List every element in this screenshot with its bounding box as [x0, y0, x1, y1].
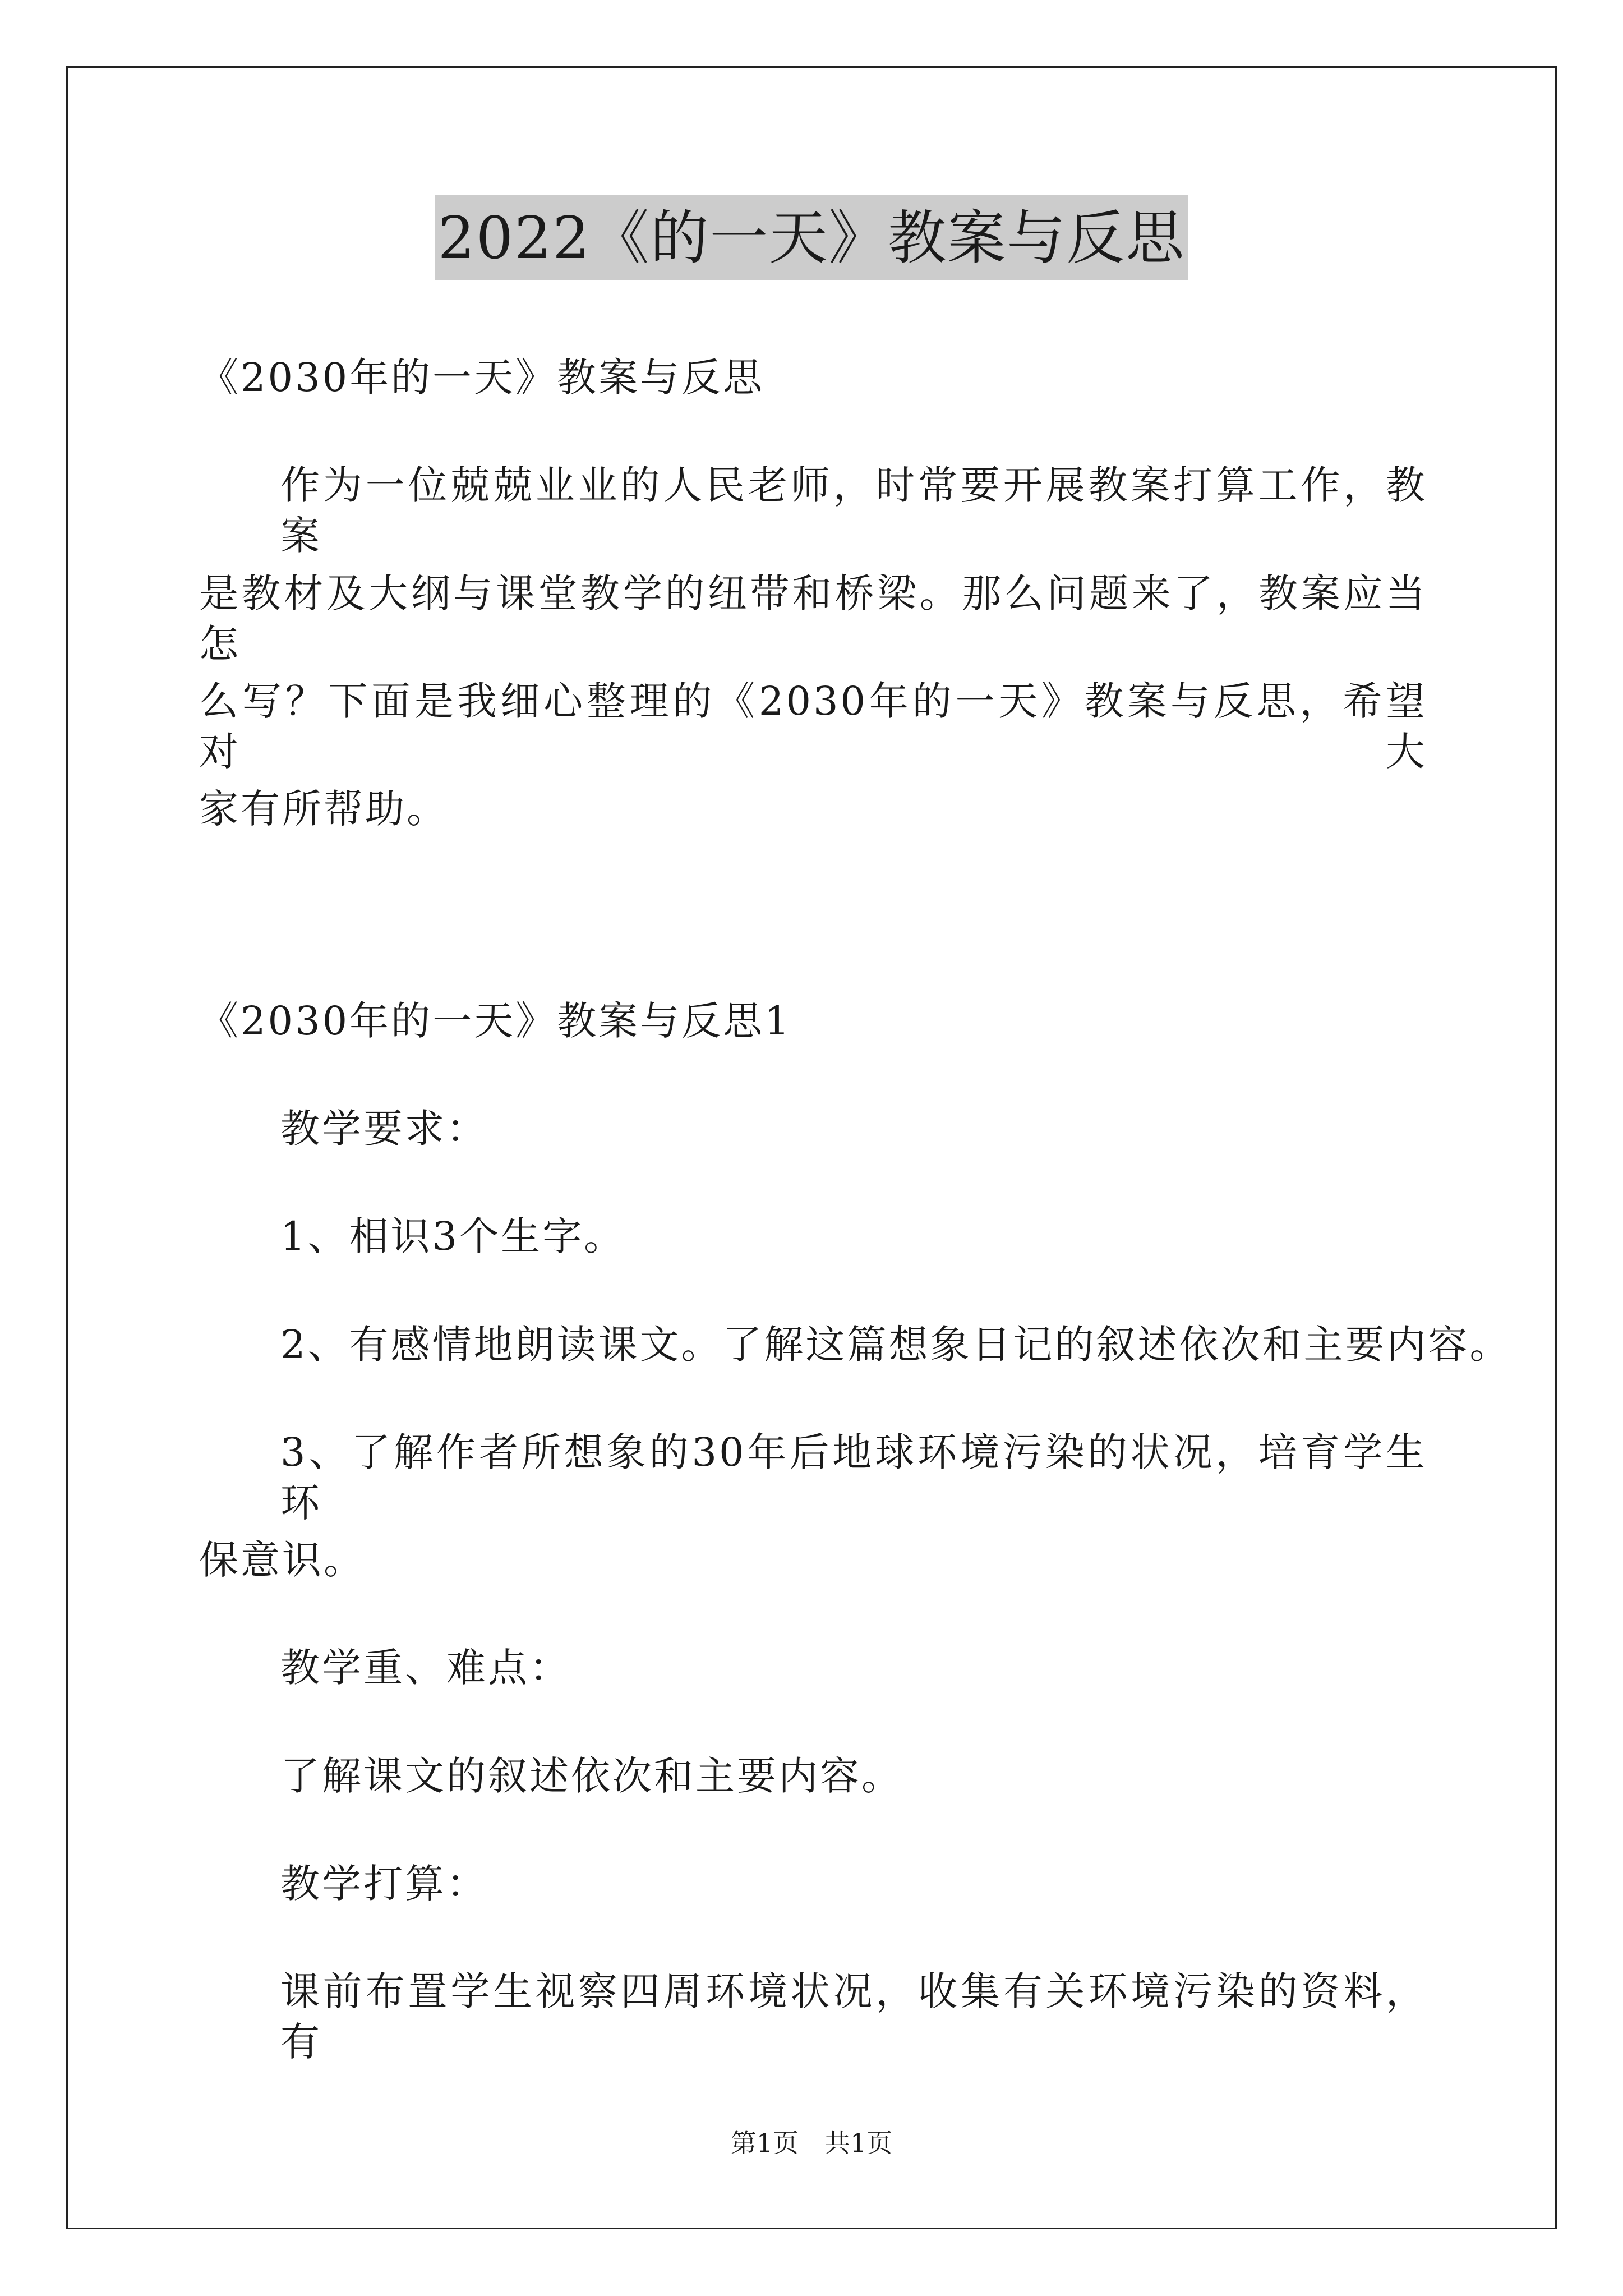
title-container: [0, 195, 1623, 280]
paragraph-line: 教学重、难点：: [280, 1645, 571, 1691]
paragraph-line: 教学要求：: [280, 1106, 488, 1152]
subtitle-line: 《2030年的一天》教案与反思: [199, 355, 765, 401]
paragraph-line: 课前布置学生视察四周环境状况，收集有关环境污染的资料，有: [280, 1968, 1427, 2065]
paragraph-line: 么写？下面是我细心整理的《2030年的一天》教案与反思，希望对大: [199, 678, 1427, 775]
paragraph-line: 保意识。: [199, 1537, 365, 1583]
paragraph-line: 是教材及大纲与课堂教学的纽带和桥梁。那么问题来了，教案应当怎: [199, 570, 1427, 667]
paragraph-line: 家有所帮助。: [199, 786, 448, 832]
paragraph-line: 3、了解作者所想象的30年后地球环境污染的状况，培育学生环: [280, 1429, 1427, 1526]
section-heading: 《2030年的一天》教案与反思1: [199, 998, 792, 1044]
paragraph-line: 了解课文的叙述依次和主要内容。: [280, 1753, 903, 1799]
paragraph-line: 教学打算：: [280, 1861, 488, 1907]
page-footer: 第1页 共1页: [730, 2128, 893, 2158]
paragraph-line: 2、有感情地朗读课文。了解这篇想象日记的叙述依次和主要内容。: [280, 1322, 1511, 1368]
paragraph-line: 1、相识3个生字。: [280, 1213, 626, 1259]
document-title: 2022《的一天》教案与反思: [435, 195, 1189, 280]
paragraph-line: 作为一位兢兢业业的人民老师，时常要开展教案打算工作，教案: [280, 462, 1427, 559]
